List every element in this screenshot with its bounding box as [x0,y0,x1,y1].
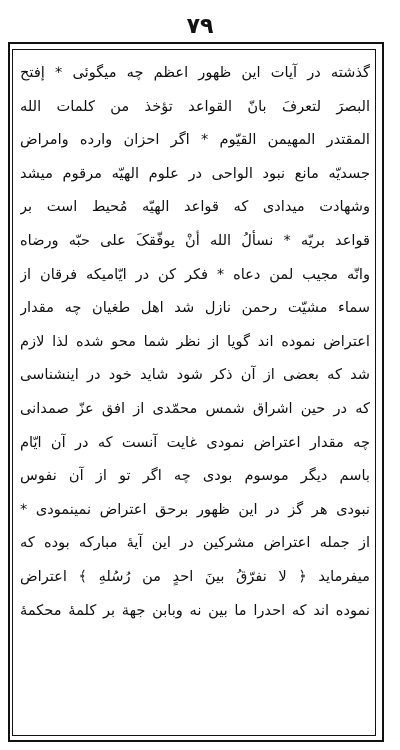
text-line: میفرماید ﴿ لا نفرّقُ بینَ احدٍ من رُسُلهِ ﴾ اعتراض [20,567,370,585]
text-line: سماء مشیّت رحمن نازل شد اهل طغیان چه مقدار [20,299,370,317]
text-line: البصرَ لتعرفَ بانّ القواعد تؤخذ من کلمات الله [20,97,370,115]
text-line: نموده اند که احدرا ما بین نه وبابن جهة بر کلمهٔ محکمهٔ [20,601,370,619]
page-number: ٧٩ [186,14,214,39]
text-line: نبودی هر گز در این ظهور برحق اعتراض نمینمودی * [20,500,370,518]
text-line: شد که بعضی از آن ذکر شود شاید خود در اینشناسی [20,366,370,384]
body-text [20,56,370,732]
text-line: که در حین اشراق شمس محمّدی از افق عزّ صمدانی [20,399,370,417]
text-line: وانّه مجیب لمن دعاه * فکر کن در ایّامیکه فرقان از [20,265,370,283]
text-line: المقتدر المهیمن القیّوم * اگر احزان وارده وامراض [20,131,370,149]
text-line: گذشته در آیات این ظهور اعظم چه میگوئی * إفتح [20,64,370,81]
text-line: چه مقدار اعتراض نمودی غایت آنست که در آن ایّام [20,433,370,451]
text-line: جسدیّه مانع نبود الواحی در علوم الهیّه مرقوم میشد [20,164,370,182]
text-line: از جمله اعتراض مشرکین در این آیهٔ مبارکه بوده که [20,534,370,552]
text-line: وشهادت میدادی که قواعد الهیّه مُحیط است بر [20,198,370,216]
text-line: اعتراض نموده اند گویا از نظر شما محو شده لذا لازم [20,332,370,350]
text-line: قواعد بریّه * نسألُ الله أنْ یوفّقکَ علی حبّه ورضاه [20,231,370,249]
text-line: باسم دیگر موسوم بودی چه اگر تو از آن نفوس [20,467,370,485]
